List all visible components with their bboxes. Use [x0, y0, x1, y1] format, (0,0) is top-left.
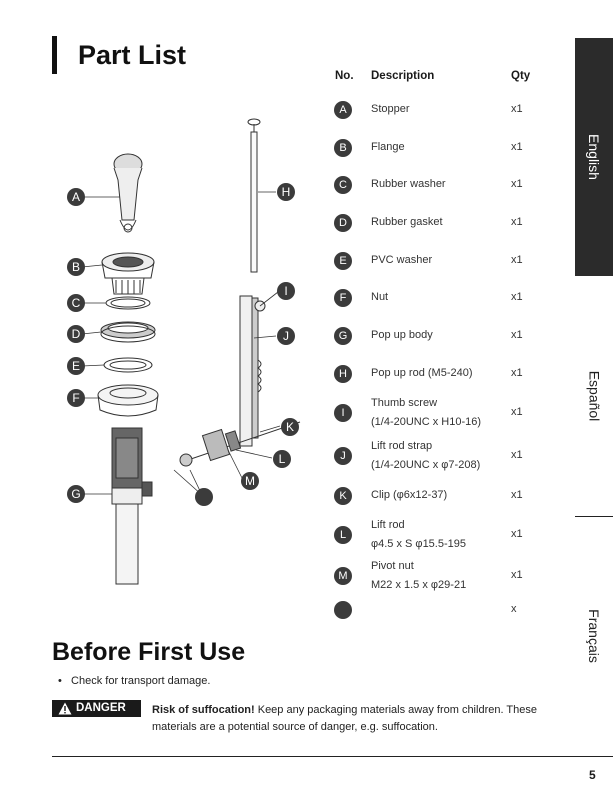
part-qty: x1: [511, 449, 523, 461]
flange-drawing: [102, 253, 154, 294]
part-description: Pop up rod (M5-240): [371, 367, 473, 379]
diagram-label-d: D: [71, 327, 81, 341]
table-row: [334, 175, 564, 209]
part-qty: x1: [511, 103, 523, 115]
tab-espanol[interactable]: [575, 276, 613, 516]
part-qty: x1: [511, 141, 523, 153]
page-title: Part List: [78, 40, 187, 70]
part-badge: A: [334, 101, 352, 119]
pop-up-body-drawing: [112, 428, 152, 584]
part-badge: K: [334, 487, 352, 505]
part-description: Pop up body: [371, 329, 433, 341]
diagram-label-f: F: [72, 391, 80, 405]
stopper-drawing: [114, 154, 142, 232]
part-description: PVC washer: [371, 254, 433, 266]
part-badge: [334, 601, 352, 619]
danger-text: [152, 702, 572, 736]
diagram-label-h: H: [281, 185, 291, 199]
part-qty: x1: [511, 489, 523, 501]
part-badge: B: [334, 139, 352, 157]
part-qty: x1: [511, 329, 523, 341]
warning-triangle-icon: [58, 702, 72, 715]
section-heading: Before First Use: [52, 638, 246, 666]
table-row: [334, 251, 564, 285]
danger-label: DANGER: [76, 702, 126, 714]
part-qty: x1: [511, 406, 523, 418]
part-qty: x1: [511, 216, 523, 228]
table-row: [334, 326, 564, 360]
part-description: Rubber washer: [371, 178, 446, 190]
table-row: [334, 288, 564, 322]
unlabeled-part-callout: [195, 488, 213, 506]
rubber-gasket-drawing: [101, 322, 155, 342]
header-description: Description: [371, 70, 435, 82]
danger-body-text: Keep any packaging materials away from children. These materials are a potential source of danger, e.g. suffocation.: [152, 704, 537, 733]
tab-francais[interactable]: [575, 517, 613, 755]
tab-english-label: English: [586, 134, 603, 180]
danger-badge: [52, 700, 141, 717]
diagram-label-l: L: [278, 452, 286, 466]
part-badge: H: [334, 365, 352, 383]
diagram-label-e: E: [71, 359, 81, 373]
lift-rod-strap-drawing: [240, 296, 265, 446]
title-accent-bar: [52, 36, 57, 74]
part-badge: I: [334, 404, 352, 422]
page-number: 5: [589, 768, 596, 782]
tab-english[interactable]: [575, 38, 613, 276]
part-qty: x1: [511, 528, 523, 540]
part-description: Flange: [371, 141, 405, 153]
danger-bold-text: Risk of suffocation!: [152, 704, 255, 716]
diagram-label-a: A: [71, 190, 81, 204]
header-no: No.: [335, 70, 354, 82]
diagram-label-g: G: [71, 487, 81, 501]
diagram-label-b: B: [71, 260, 81, 274]
diagram-label-i: I: [284, 284, 288, 298]
pop-up-rod-drawing: [248, 119, 260, 272]
part-description: Thumb screw: [371, 397, 438, 409]
part-badge: C: [334, 176, 352, 194]
part-badge: L: [334, 526, 352, 544]
part-description: Stopper: [371, 103, 410, 115]
bullet-item: [58, 675, 210, 687]
table-row: [334, 138, 564, 172]
table-row: [334, 517, 564, 551]
part-badge: D: [334, 214, 352, 232]
table-row: [334, 213, 564, 247]
parts-diagram: [50, 110, 310, 620]
part-spec: M22 x 1.5 x φ29-21: [371, 579, 467, 591]
part-spec: φ4.5 x S φ15.5-195: [371, 538, 466, 550]
table-row: [334, 558, 564, 592]
part-badge: F: [334, 289, 352, 307]
table-row: [334, 486, 564, 520]
tab-espanol-label: Español: [586, 370, 602, 422]
part-description: Pivot nut: [371, 560, 414, 572]
part-qty: x1: [511, 254, 523, 266]
diagram-label-j: J: [283, 329, 289, 343]
part-badge: J: [334, 447, 352, 465]
nut-drawing: [98, 385, 158, 416]
part-badge: G: [334, 327, 352, 345]
table-row: [334, 100, 564, 134]
part-description: Rubber gasket: [371, 216, 443, 228]
part-badge: E: [334, 252, 352, 270]
table-row: [334, 600, 564, 634]
footer-rule: [52, 756, 613, 757]
part-description: Lift rod: [371, 519, 405, 531]
part-qty: x1: [511, 291, 523, 303]
bullet-dot: •: [58, 675, 72, 687]
part-description: Nut: [371, 291, 389, 303]
part-spec: (1/4-20UNC x H10-16): [371, 416, 482, 428]
part-description: Clip (φ6x12-37): [371, 489, 448, 501]
diagram-label-c: C: [71, 296, 81, 310]
part-badge: M: [334, 567, 352, 585]
diagram-label-m: M: [245, 474, 255, 488]
part-description: Lift rod strap: [371, 440, 433, 452]
table-row: [334, 364, 564, 398]
part-spec: (1/4-20UNC x φ7-208): [371, 459, 481, 471]
part-qty: x1: [511, 367, 523, 379]
header-qty: Qty: [511, 70, 531, 82]
tab-francais-label: Français: [586, 609, 602, 663]
part-qty: x1: [511, 178, 523, 190]
table-row: [334, 438, 564, 472]
bullet-text: Check for transport damage.: [71, 675, 211, 687]
pvc-washer-drawing: [104, 358, 152, 372]
part-qty: x: [511, 603, 517, 615]
part-qty: x1: [511, 569, 523, 581]
diagram-label-k: K: [285, 420, 295, 434]
table-row: [334, 395, 564, 429]
